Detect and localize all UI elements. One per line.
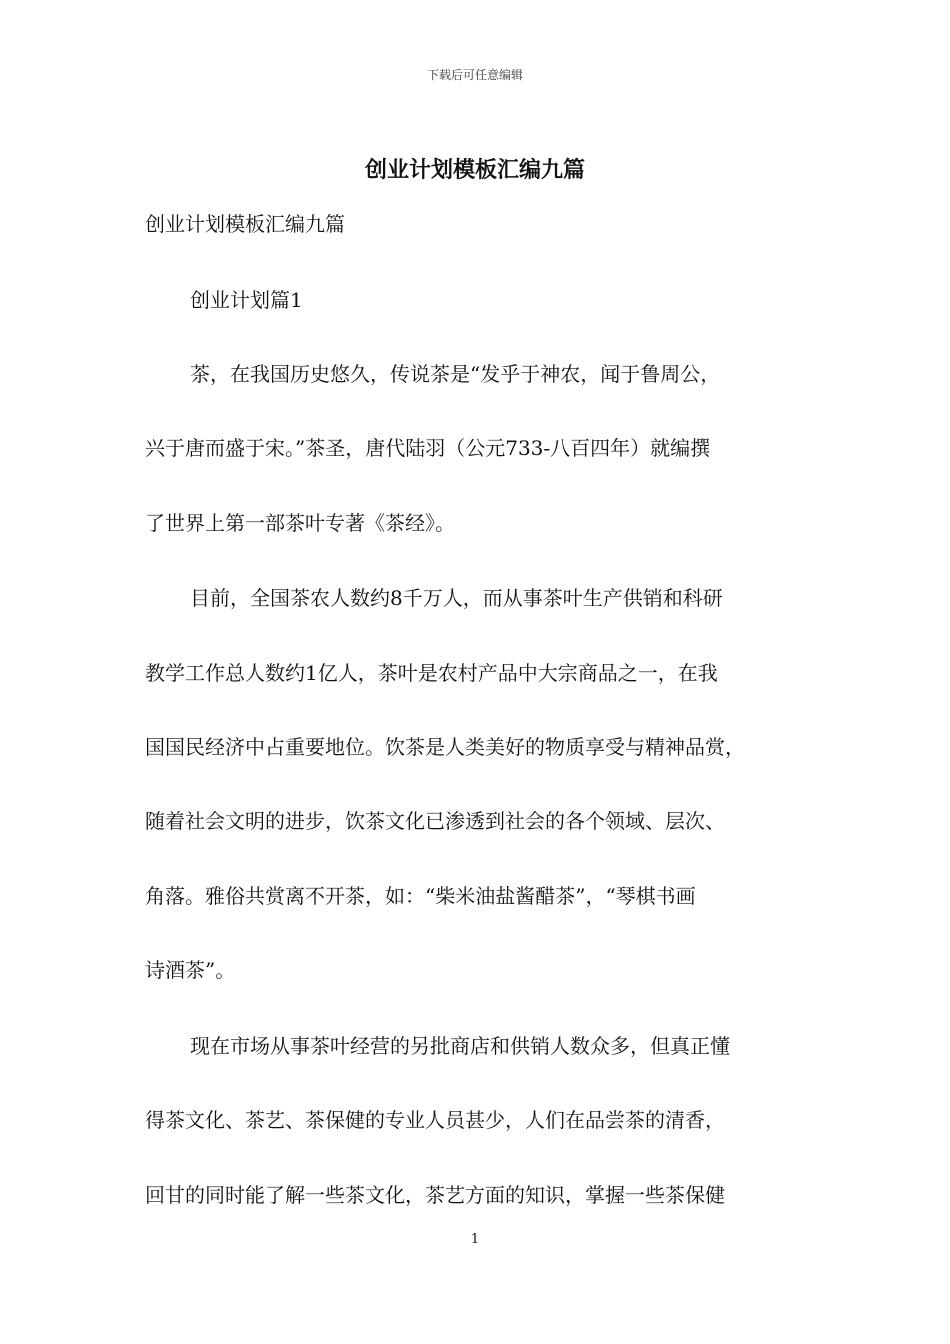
page-number: 1 [470, 1232, 480, 1247]
paragraph-line: 目前，全国茶农人数约8千万人，而从事茶叶生产供销和科研 [190, 586, 723, 610]
paragraph-line: 国国民经济中占重要地位。饮茶是人类美好的物质享受与精神品赏， [145, 735, 745, 759]
page-header-note: 下载后可任意编辑 [426, 68, 523, 82]
document-title: 创业计划模板汇编九篇 [364, 157, 585, 183]
paragraph-line: 随着社会文明的进步，饮茶文化已渗透到社会的各个领域、层次、 [145, 809, 725, 833]
paragraph-line: 角落。雅俗共赏离不开茶，如：“柴米油盐酱醋茶”，“琴棋书画 [145, 884, 696, 908]
paragraph-line: 现在市场从事茶叶经营的另批商店和供销人数众多，但真正懂 [190, 1034, 730, 1058]
paragraph-line: 了世界上第一部茶叶专著《茶经》。 [145, 511, 455, 535]
paragraph-line: 兴于唐而盛于宋。”茶圣，唐代陆羽（公元733-八百四年）就编撰 [145, 436, 711, 460]
paragraph-line: 教学工作总人数约1亿人，茶叶是农村产品中大宗商品之一，在我 [145, 661, 718, 685]
paragraph-line: 回甘的同时能了解一些茶文化，茶艺方面的知识，掌握一些茶保健 [145, 1183, 725, 1207]
section-heading: 创业计划篇1 [190, 288, 303, 312]
document-subtitle: 创业计划模板汇编九篇 [145, 212, 345, 236]
paragraph-line: 得茶文化、茶艺、茶保健的专业人员甚少，人们在品尝茶的清香， [145, 1108, 725, 1132]
paragraph-line: 茶，在我国历史悠久，传说茶是“发乎于神农，闻于鲁周公， [190, 362, 721, 386]
paragraph-line: 诗酒茶”。 [145, 958, 236, 982]
